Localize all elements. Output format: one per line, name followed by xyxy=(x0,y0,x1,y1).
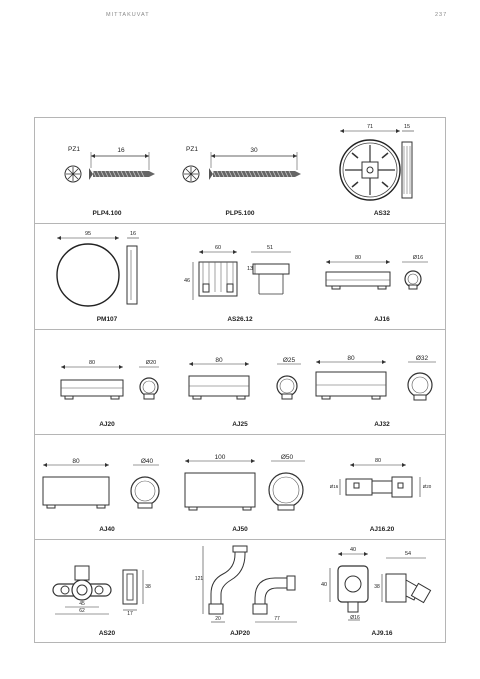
angle-adapter-drawing xyxy=(310,540,447,644)
drawing-cell-aj50 xyxy=(173,435,310,540)
product-code: AJ40 xyxy=(99,526,115,533)
side-height-dimension: 13 xyxy=(246,266,254,272)
product-code: PM107 xyxy=(96,316,118,323)
hole-spacing-dimension: 45 xyxy=(79,601,85,607)
clip-drawing xyxy=(35,435,173,540)
drawing-row xyxy=(35,330,445,435)
clip-drawing xyxy=(310,330,447,435)
dimension-drawings-table xyxy=(34,117,446,643)
diameter-dimension: Ø50 xyxy=(280,454,294,461)
drawing-cell-aj1620 xyxy=(310,435,447,540)
drawing-row xyxy=(35,118,445,224)
length-dimension: 80 xyxy=(347,355,355,362)
clip-drawing xyxy=(35,330,173,435)
length-dimension: 80 xyxy=(72,458,80,465)
diameter-dimension: Ø25 xyxy=(282,357,296,364)
screw-drawing xyxy=(35,118,173,224)
drawing-cell-plp4 xyxy=(35,118,173,224)
diameter-dimension: Ø16 xyxy=(350,615,360,621)
product-code: AJP20 xyxy=(230,630,250,637)
drawing-cell-as20 xyxy=(35,540,173,644)
length-dimension: 80 xyxy=(374,458,382,464)
drawing-cell-aj32 xyxy=(310,330,447,435)
width-dimension: 62 xyxy=(79,608,85,614)
height-dimension: 40 xyxy=(320,582,328,588)
length-dimension: 30 xyxy=(250,147,258,154)
diameter-dimension: Ø16 xyxy=(412,255,424,261)
product-code: AS26.12 xyxy=(227,316,253,323)
drive-type-label: PZ1 xyxy=(186,146,198,153)
box-drawing xyxy=(310,118,447,224)
width-dimension: 95 xyxy=(84,231,92,237)
width-dimension: 71 xyxy=(366,124,374,130)
depth-dimension: 15 xyxy=(403,124,411,130)
product-code: AS20 xyxy=(98,630,116,637)
clip-drawing xyxy=(310,224,447,330)
product-code: AJ25 xyxy=(232,421,248,428)
large-diameter-dimension: Ø20 xyxy=(422,484,432,489)
bend-drawing xyxy=(173,540,310,644)
drawing-cell-as32 xyxy=(310,118,447,224)
product-code: PLP4.100 xyxy=(92,210,122,217)
drawing-row xyxy=(35,540,445,644)
length-dimension: 16 xyxy=(117,147,125,154)
height-dimension: 121 xyxy=(194,576,204,582)
bottom-dimension: 20 xyxy=(215,616,221,622)
drive-type-label: PZ1 xyxy=(68,146,80,153)
drawing-cell-aj20 xyxy=(35,330,173,435)
width-dimension: 60 xyxy=(214,245,222,251)
depth-dimension: 17 xyxy=(127,611,133,617)
height-dimension: 38 xyxy=(145,584,151,590)
page-number: 237 xyxy=(435,12,448,18)
product-code: AJ16 xyxy=(374,316,390,323)
drawing-cell-aj40 xyxy=(35,435,173,540)
length-dimension: 100 xyxy=(214,454,226,461)
product-code: AJ50 xyxy=(232,526,248,533)
length-dimension: 80 xyxy=(354,255,362,261)
clip-drawing xyxy=(173,435,310,540)
holder-drawing xyxy=(35,540,173,644)
diameter-dimension: Ø20 xyxy=(145,360,157,366)
lid-drawing xyxy=(35,224,173,330)
height-dimension: 46 xyxy=(183,278,191,284)
drawing-row xyxy=(35,435,445,540)
width-dimension: 40 xyxy=(349,547,357,553)
length-dimension: 80 xyxy=(88,360,96,366)
product-code: AJ9.16 xyxy=(371,630,393,637)
drawing-cell-plp5 xyxy=(173,118,310,224)
clip-drawing xyxy=(173,330,310,435)
inner-height-dimension: 38 xyxy=(374,584,380,590)
box-drawing xyxy=(173,224,310,330)
product-code: AJ32 xyxy=(374,421,390,428)
screw-drawing xyxy=(173,118,310,224)
drawing-row xyxy=(35,224,445,330)
side-width-dimension: 51 xyxy=(266,245,274,251)
diameter-dimension: Ø40 xyxy=(140,458,154,465)
side-dimension: 54 xyxy=(404,551,412,557)
drawing-cell-aj25 xyxy=(173,330,310,435)
small-diameter-dimension: Ø16 xyxy=(329,484,339,489)
depth-dimension: 16 xyxy=(129,231,137,237)
product-code: AJ20 xyxy=(99,421,115,428)
product-code: AJ16.20 xyxy=(369,526,395,533)
reach-dimension: 77 xyxy=(274,616,280,622)
drawing-cell-pm107 xyxy=(35,224,173,330)
drawing-cell-aj16 xyxy=(310,224,447,330)
section-title: MITTAKUVAT xyxy=(106,12,150,18)
length-dimension: 80 xyxy=(215,357,223,364)
product-code: AS32 xyxy=(373,210,391,217)
drawing-cell-as26 xyxy=(173,224,310,330)
drawing-cell-ajp20 xyxy=(173,540,310,644)
product-code: PLP5.100 xyxy=(225,210,255,217)
diameter-dimension: Ø32 xyxy=(415,355,429,362)
drawing-cell-aj916 xyxy=(310,540,447,644)
